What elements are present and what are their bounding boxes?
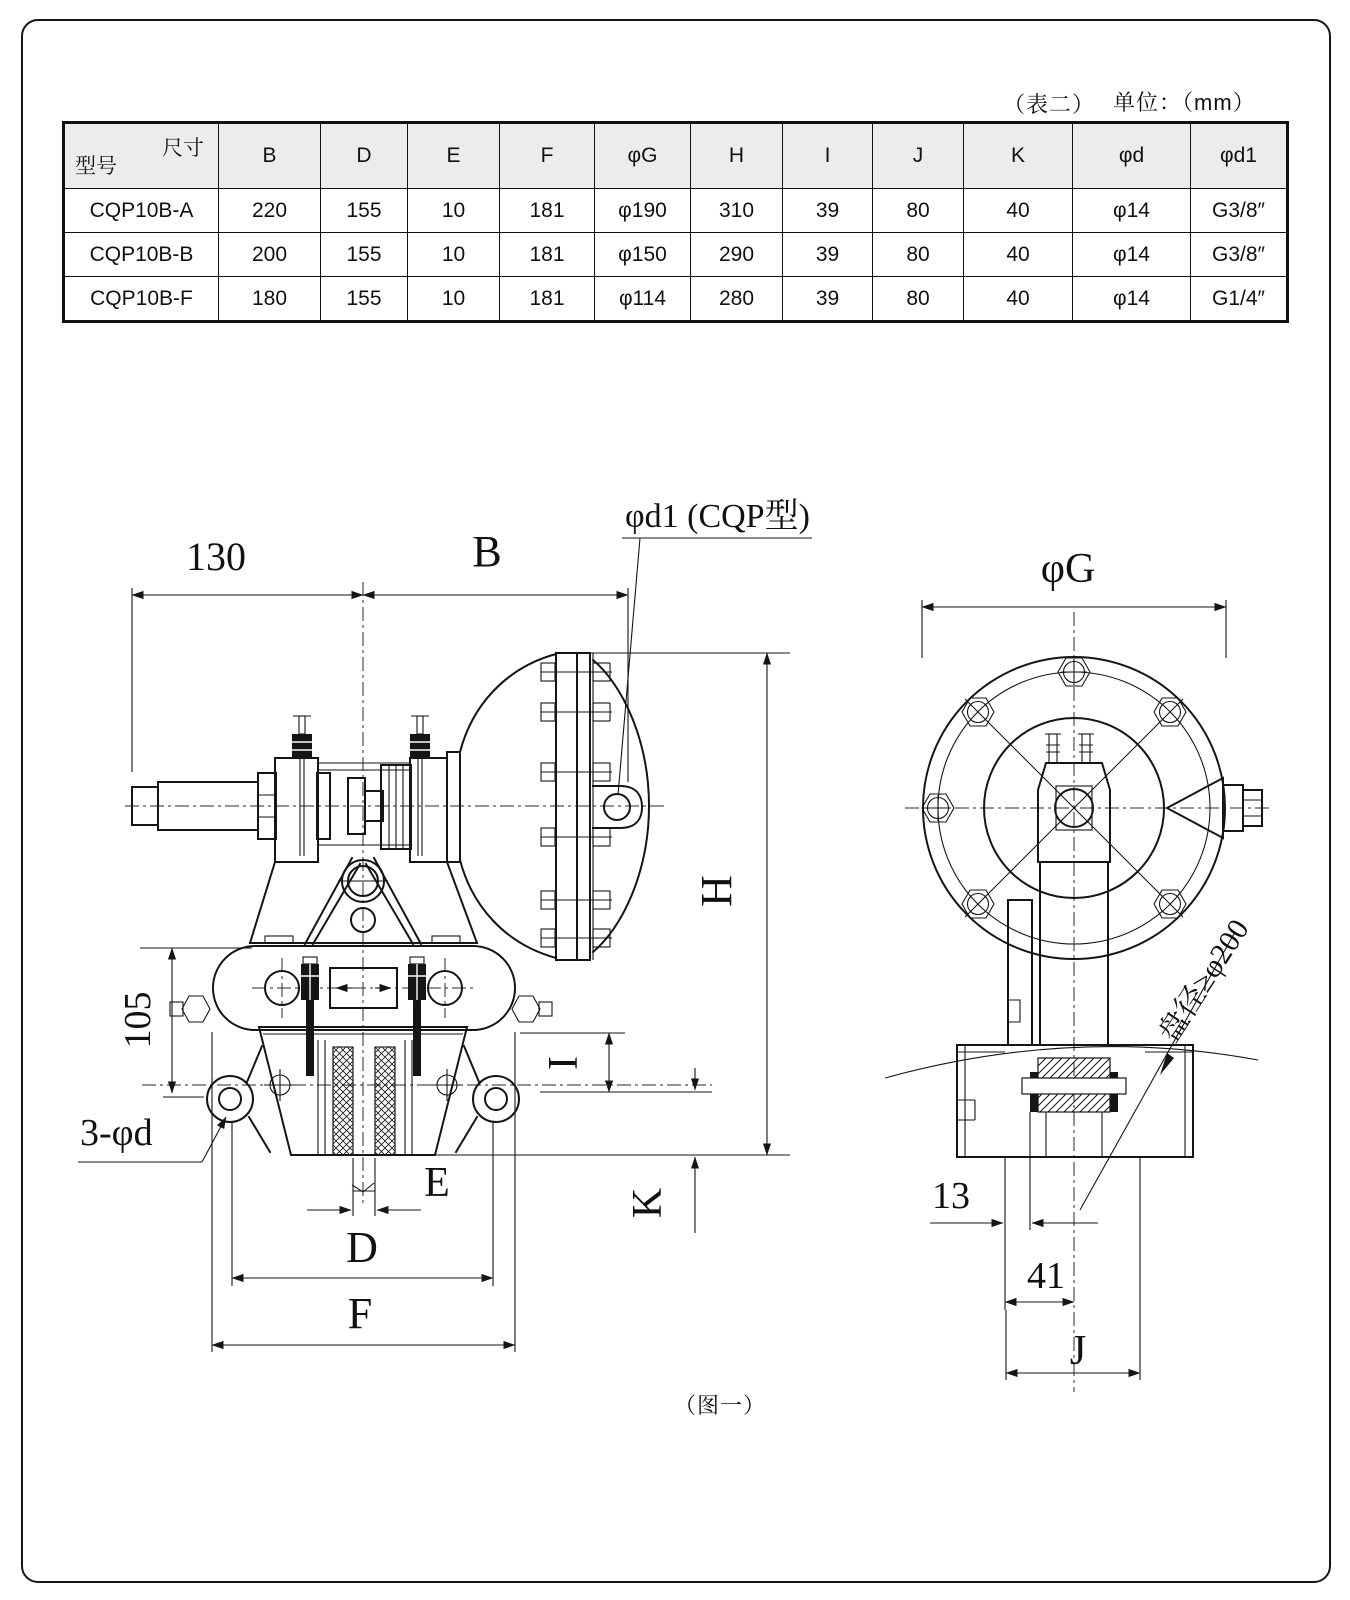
column-header-5: φG — [595, 123, 691, 189]
dim-label-F: F — [347, 1289, 373, 1338]
adjusting-bolt — [301, 957, 319, 1076]
value-cell: 155 — [321, 189, 408, 233]
value-cell: 180 — [219, 277, 321, 322]
column-header-4: F — [500, 123, 595, 189]
dim-label-41: 41 — [1027, 1255, 1065, 1297]
value-cell: 10 — [408, 233, 500, 277]
dim-label-I: I — [541, 1056, 587, 1070]
value-cell: 181 — [500, 189, 595, 233]
model-cell: CQP10B-F — [64, 277, 219, 322]
column-header-3: E — [408, 123, 500, 189]
value-cell: 39 — [783, 277, 873, 322]
dim-label-K: K — [625, 1187, 671, 1219]
value-cell: G3/8″ — [1191, 189, 1288, 233]
brake-pad-left — [333, 1047, 353, 1155]
column-header-2: D — [321, 123, 408, 189]
value-cell: 40 — [964, 277, 1073, 322]
disc-note: 盘径≥φ200 — [1152, 913, 1256, 1049]
value-cell: φ114 — [595, 277, 691, 322]
dim-label-130: 130 — [186, 534, 246, 579]
value-cell: 310 — [691, 189, 783, 233]
dim-label-phiG: φG — [1040, 546, 1096, 592]
corner-label-size: 尺寸 — [162, 137, 204, 160]
value-cell: 200 — [219, 233, 321, 277]
value-cell: 280 — [691, 277, 783, 322]
value-cell: φ190 — [595, 189, 691, 233]
value-cell: 155 — [321, 233, 408, 277]
value-cell: 40 — [964, 233, 1073, 277]
value-cell: φ150 — [595, 233, 691, 277]
corner-label-model: 型号 — [75, 155, 117, 178]
page-border — [22, 20, 1330, 1582]
column-header-11: φd1 — [1191, 123, 1288, 189]
value-cell: 181 — [500, 233, 595, 277]
value-cell: 39 — [783, 233, 873, 277]
model-cell: CQP10B-B — [64, 233, 219, 277]
value-cell: 10 — [408, 277, 500, 322]
column-header-8: J — [873, 123, 964, 189]
dim-label-phid1: φd1 (CQP型) — [625, 498, 810, 535]
value-cell: G1/4″ — [1191, 277, 1288, 322]
value-cell: 80 — [873, 189, 964, 233]
column-header-10: φd — [1073, 123, 1191, 189]
dim-label-3phid: 3-φd — [80, 1112, 153, 1154]
brake-pad-right — [375, 1047, 395, 1155]
model-cell: CQP10B-A — [64, 189, 219, 233]
value-cell: 10 — [408, 189, 500, 233]
value-cell: 80 — [873, 277, 964, 322]
value-cell: φ14 — [1073, 233, 1191, 277]
value-cell: 40 — [964, 189, 1073, 233]
value-cell: 220 — [219, 189, 321, 233]
dim-label-E: E — [424, 1160, 450, 1206]
column-header-9: K — [964, 123, 1073, 189]
value-cell: G3/8″ — [1191, 233, 1288, 277]
value-cell: φ14 — [1073, 277, 1191, 322]
value-cell: 39 — [783, 189, 873, 233]
figure-caption: （图一） — [673, 1393, 766, 1418]
hub-studs — [1045, 734, 1094, 763]
dim-label-13: 13 — [932, 1175, 970, 1217]
spring-bolt — [292, 716, 312, 856]
value-cell: 290 — [691, 233, 783, 277]
unit-label: 单位：（mm） — [1113, 90, 1256, 115]
dim-label-D: D — [346, 1223, 378, 1272]
value-cell: φ14 — [1073, 189, 1191, 233]
spring-bolt — [410, 716, 430, 856]
dim-label-105: 105 — [117, 991, 159, 1049]
side-view-drawing — [885, 546, 1270, 1392]
column-header-1: B — [219, 123, 321, 189]
value-cell: 155 — [321, 277, 408, 322]
column-header-6: H — [691, 123, 783, 189]
value-cell: 181 — [500, 277, 595, 322]
front-view-drawing — [78, 497, 812, 1352]
column-header-7: I — [783, 123, 873, 189]
value-cell: 80 — [873, 233, 964, 277]
dim-label-J: J — [1069, 1328, 1087, 1374]
dim-label-H: H — [692, 875, 741, 907]
table-tag-label: （表二） — [1003, 92, 1096, 117]
dim-label-B: B — [472, 527, 502, 576]
adjusting-bolt — [408, 957, 426, 1076]
